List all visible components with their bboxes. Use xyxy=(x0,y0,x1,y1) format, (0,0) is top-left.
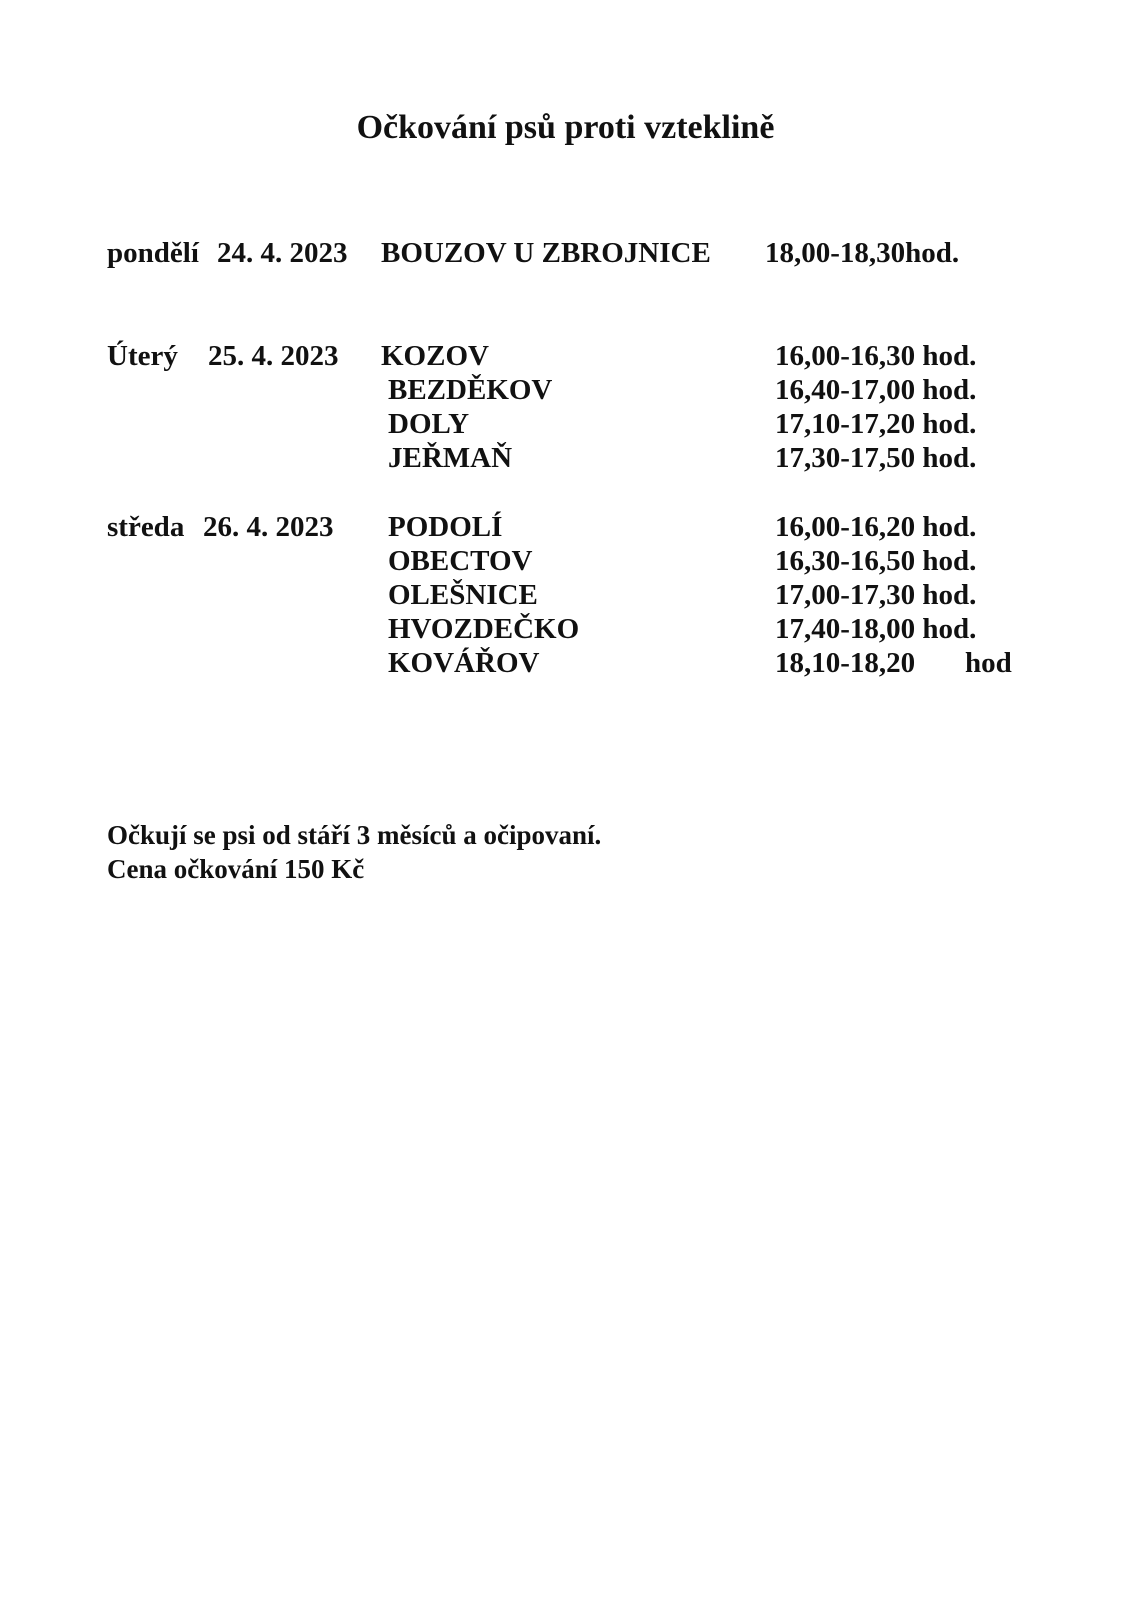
day-label: středa xyxy=(107,511,185,543)
time-unit: hod xyxy=(965,647,1012,679)
location-name: HVOZDEČKO xyxy=(388,613,580,645)
location-name: OLEŠNICE xyxy=(388,579,538,611)
location-name: BEZDĚKOV xyxy=(388,374,553,406)
location-name: DOLY xyxy=(388,408,470,440)
note-age-requirement: Očkují se psi od stáří 3 měsíců a očipovaní. xyxy=(107,820,602,850)
time-slot: 17,30-17,50 hod. xyxy=(775,442,977,474)
location-name: BOUZOV U ZBROJNICE xyxy=(381,237,711,269)
day-label: pondělí xyxy=(107,237,199,269)
time-slot: 17,10-17,20 hod. xyxy=(775,408,977,440)
time-slot: 18,00-18,30hod. xyxy=(765,237,960,269)
day-date: 25. 4. 2023 xyxy=(208,340,339,372)
note-price: Cena očkování 150 Kč xyxy=(107,854,365,884)
location-name: KOZOV xyxy=(381,340,489,372)
location-name: JEŘMAŇ xyxy=(388,442,513,474)
time-slot: 16,30-16,50 hod. xyxy=(775,545,977,577)
time-slot: 18,10-18,20 xyxy=(775,647,916,679)
time-slot: 16,00-16,20 hod. xyxy=(775,511,977,543)
time-slot: 16,40-17,00 hod. xyxy=(775,374,977,406)
time-slot: 17,00-17,30 hod. xyxy=(775,579,977,611)
time-slot: 16,00-16,30 hod. xyxy=(775,340,977,372)
day-date: 24. 4. 2023 xyxy=(217,237,348,269)
page-title: Očkování psů proti vzteklině xyxy=(356,109,775,146)
day-label: Úterý xyxy=(107,340,178,372)
location-name: OBECTOV xyxy=(388,545,533,577)
location-name: PODOLÍ xyxy=(388,511,503,543)
time-slot: 17,40-18,00 hod. xyxy=(775,613,977,645)
day-date: 26. 4. 2023 xyxy=(203,511,334,543)
location-name: KOVÁŘOV xyxy=(388,647,540,679)
